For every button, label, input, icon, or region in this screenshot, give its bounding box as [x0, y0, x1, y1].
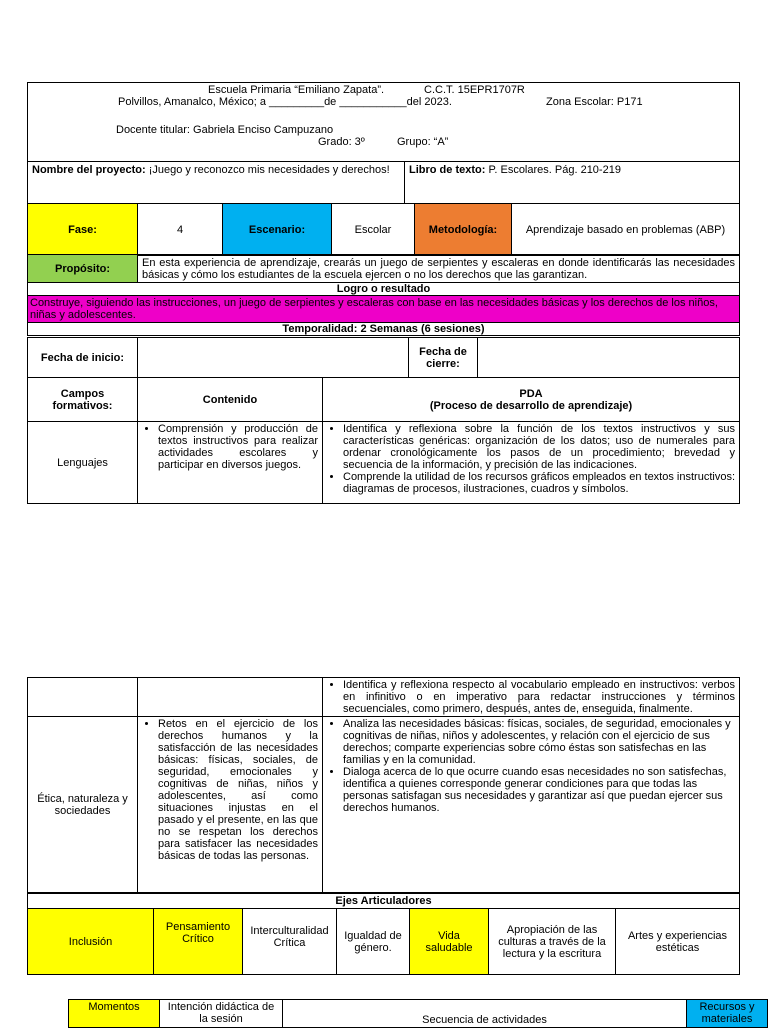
- content-table-p2: [27, 677, 740, 893]
- col-pda-title: PDA: [519, 387, 543, 400]
- zona-escolar: Zona Escolar: P171: [546, 96, 643, 108]
- eje-artes: Artes y experiencias estéticas: [616, 909, 740, 975]
- campo-etica: Ética, naturaleza y sociedades: [28, 717, 138, 893]
- col-recursos: Recursos y materiales: [687, 1000, 768, 1028]
- contenido-lenguajes: [138, 422, 323, 504]
- fase-value: 4: [138, 204, 223, 256]
- textbook-cell: [405, 162, 740, 204]
- proposito-text: En esta experiencia de aprendizaje, crearás un juego de serpientes y escaleras en donde identificarás las necesidades básicas y cómo los estudiantes de la escuela ejercen o no los derechos que las garantizan.: [138, 255, 740, 283]
- textbook-label: Libro de texto:: [409, 164, 486, 176]
- pda-lenguajes-item-2: • Comprende la utilidad de los recursos gráficos empleados en textos instructivos: diagramas de procesos, ilustraciones, cuadros y símbolos.: [343, 471, 735, 495]
- pda-etica-item-1: • Analiza las necesidades básicas: físicas, sociales, de seguridad, emocionales y cognitivas de niñas, niños y adolescentes, y relación con el ejercicio de sus derechos; comparte experiencias sobre cómo éstas son satisfechas en las familias y en la comunidad.: [343, 718, 735, 766]
- proposito-label: Propósito:: [28, 255, 138, 283]
- project-table: [27, 161, 740, 204]
- col-pda: [323, 378, 740, 422]
- contenido-etica: [138, 717, 323, 893]
- eje-interculturalidad: Interculturalidad Crítica: [243, 909, 337, 975]
- fase-label: Fase:: [28, 204, 138, 256]
- col-campos: Campos formativos:: [28, 378, 138, 422]
- textbook-value: P. Escolares. Pág. 210-219: [485, 164, 621, 176]
- eje-igualdad-genero: Igualdad de género.: [337, 909, 410, 975]
- cct-code: C.C.T. 15EPR1707R: [424, 84, 525, 96]
- logro-label: Logro o resultado: [28, 283, 740, 296]
- metodologia-label: Metodología:: [415, 204, 512, 256]
- project-name-value: ¡Juego y reconozco mis necesidades y derechos!: [145, 164, 390, 176]
- grado: Grado: 3º: [318, 136, 365, 148]
- header-box: [27, 82, 740, 162]
- col-contenido: Contenido: [138, 378, 323, 422]
- col-pda-subtitle: (Proceso de desarrollo de aprendizaje): [429, 399, 633, 412]
- docente: Docente titular: Gabriela Enciso Campuzano: [116, 124, 334, 136]
- eje-pensamiento-critico: Pensamiento Crítico: [154, 909, 243, 975]
- proposito-table: [27, 254, 740, 336]
- eje-vida-saludable: Vida saludable: [410, 909, 489, 975]
- escenario-label: Escenario:: [223, 204, 332, 256]
- project-name-label: Nombre del proyecto:: [32, 164, 146, 176]
- ejes-title: Ejes Articuladores: [28, 894, 740, 909]
- pda-lenguajes-item-1: • Identifica y reflexiona sobre la función de los textos instructivos y sus características genéricas: organización de los datos; uso de numerales para ordenar cronológicamente los pasos de un procedimiento; brevedad y secuencia de la información, y precisión de las indicaciones.: [343, 423, 735, 471]
- pda-lenguajes-item-3: • Identifica y reflexiona respecto al vocabulario empleado en instructivos: verbos en infinitivo o en imperativo para redactar instrucciones y términos secuenciales, como primero, después, antes de, enseguida, finalmente.: [343, 679, 735, 715]
- fecha-cierre-label: Fecha de cierre:: [409, 338, 478, 378]
- content-table-p1: [27, 377, 740, 504]
- contenido-etica-item: • Retos en el ejercicio de los derechos humanos y la satisfacción de las necesidades básicas: físicas, sociales, de seguridad, emocionales y cognitivas de niñas, niños y adolescentes, así como situaciones injustas en el pasado y el presente, en las que no se respetan los derechos para satisfacer las necesidades básicas de todas las personas.: [158, 718, 318, 862]
- contenido-lenguajes-cont: [138, 678, 323, 717]
- location-line: Polvillos, Amanalco, México; a _________de ___________del 2023.: [118, 96, 452, 108]
- campo-lenguajes-cont: [28, 678, 138, 717]
- project-name-cell: [28, 162, 405, 204]
- fecha-inicio-value[interactable]: [138, 338, 409, 378]
- school-name: Escuela Primaria “Emiliano Zapata”.: [208, 84, 385, 96]
- col-intencion: Intención didáctica de la sesión: [160, 1000, 283, 1028]
- metodologia-value: Aprendizaje basado en problemas (ABP): [512, 204, 740, 256]
- fecha-cierre-value[interactable]: [478, 338, 740, 378]
- meta-table: [27, 203, 740, 256]
- pda-etica-item-2: • Dialoga acerca de lo que ocurre cuando esas necesidades no son satisfechas, identifica a quienes corresponde generar condiciones para que todas las personas satisfagan sus necesidades y garantizar así que puedan ejercer sus derechos humanos.: [343, 766, 735, 814]
- fecha-inicio-label: Fecha de inicio:: [28, 338, 138, 378]
- col-secuencia: Secuencia de actividades: [283, 1000, 687, 1028]
- grupo: Grupo: “A”: [397, 136, 449, 148]
- eje-inclusion: Inclusión: [28, 909, 154, 975]
- campo-lenguajes: Lenguajes: [28, 422, 138, 504]
- eje-apropiacion-culturas: Apropiación de las culturas a través de la lectura y la escritura: [489, 909, 616, 975]
- fechas-table: [27, 337, 740, 378]
- escenario-value: Escolar: [332, 204, 415, 256]
- contenido-lenguajes-item: • Comprensión y producción de textos instructivos para realizar actividades escolares y participar en diversos juegos.: [158, 423, 318, 471]
- pda-lenguajes-cont: [323, 678, 740, 717]
- ejes-table: [27, 893, 740, 975]
- pda-etica: [323, 717, 740, 893]
- logro-text: Construye, siguiendo las instrucciones, un juego de serpientes y escaleras con base en las necesidades básicas y los derechos de los niños, niñas y adolescentes.: [28, 296, 740, 323]
- pda-lenguajes: [323, 422, 740, 504]
- col-momentos: Momentos: [69, 1000, 160, 1028]
- temporalidad: Temporalidad: 2 Semanas (6 sesiones): [28, 323, 740, 336]
